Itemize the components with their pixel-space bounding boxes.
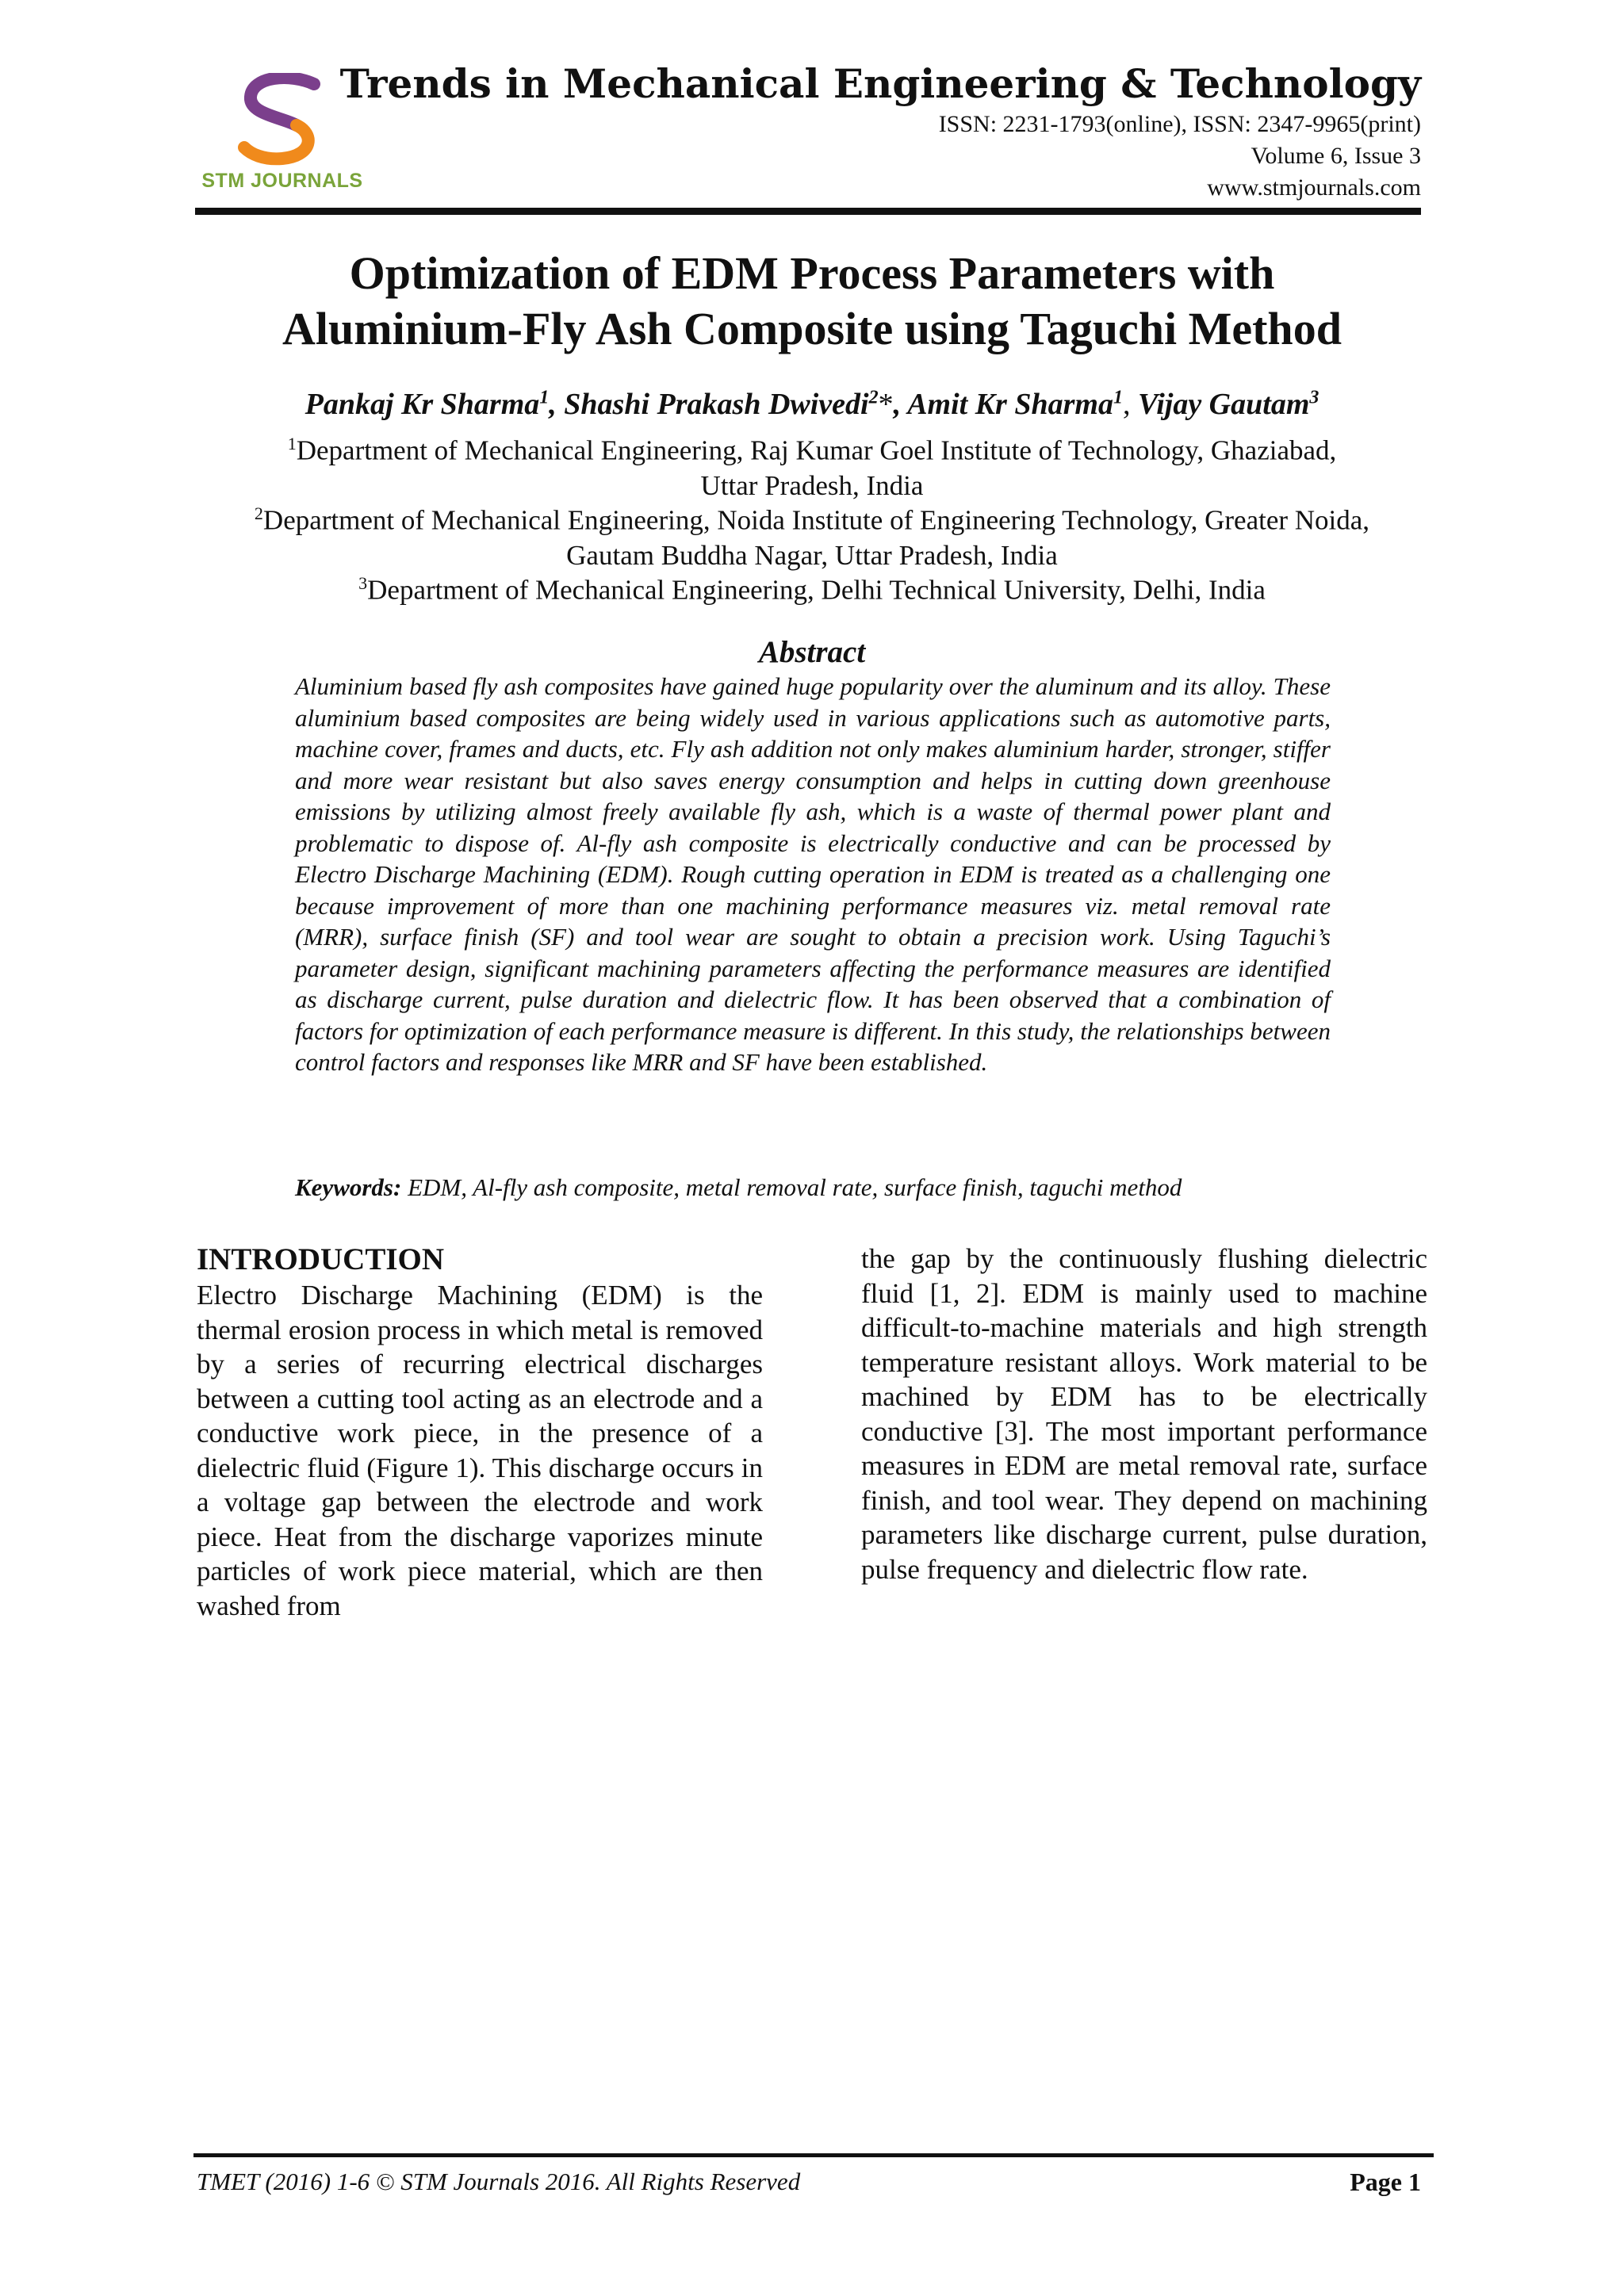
affiliation-2 bbox=[159, 496, 1465, 573]
affiliation-sup: 3 bbox=[358, 573, 368, 593]
keywords bbox=[295, 1173, 1331, 1202]
journal-title: Trends in Mechanical Engineering & Technology bbox=[339, 60, 1421, 107]
issn: ISSN: 2231-1793(online), ISSN: 2347-9965(print) bbox=[938, 111, 1421, 137]
footer-citation: TMET (2016) 1-6 © STM Journals 2016. All Rights Reserved bbox=[197, 2168, 801, 2195]
introduction-left-column: Electro Discharge Machining (EDM) is the thermal erosion process in which metal is removed by a series of recurring electrical discharges between a cutting tool acting as an electrode and a conductive work piece, in the presence of a dielectric fluid (Figure 1). This discharge occurs in a voltage gap between the electrode and work piece. Heat from the discharge vaporizes minute particles of work piece material, which are then washed from bbox=[197, 1280, 763, 1621]
introduction-heading: INTRODUCTION bbox=[197, 1242, 445, 1276]
keywords-label: Keywords: bbox=[295, 1173, 402, 1201]
logo-text: STM JOURNALS bbox=[201, 170, 363, 192]
affiliation-line: Department of Mechanical Engineering, Noida Institute of Engineering Technology, Greater Noida, bbox=[262, 504, 1370, 536]
header-rule bbox=[195, 208, 1421, 215]
author-name: Amit Kr Sharma bbox=[907, 388, 1113, 421]
author-affil-sup: 1 bbox=[1113, 387, 1123, 408]
paper-title-line-2: Aluminium-Fly Ash Composite using Taguchi Method bbox=[282, 303, 1342, 354]
author-affil-sup: 3 bbox=[1309, 387, 1320, 408]
paper-title-line-1: Optimization of EDM Process Parameters with bbox=[349, 247, 1275, 299]
affiliation-1 bbox=[159, 427, 1465, 503]
corresponding-mark: * bbox=[878, 388, 894, 421]
author-affil-sup: 2 bbox=[868, 387, 879, 408]
affiliation-line: Gautam Buddha Nagar, Uttar Pradesh, India bbox=[566, 539, 1058, 571]
abstract-heading: Abstract bbox=[758, 635, 866, 669]
volume-issue: Volume 6, Issue 3 bbox=[1251, 143, 1421, 169]
author-name: Shashi Prakash Dwivedi bbox=[564, 388, 869, 421]
affiliation-line: Uttar Pradesh, India bbox=[700, 469, 924, 501]
author-name: Vijay Gautam bbox=[1137, 388, 1310, 421]
affiliation-sup: 1 bbox=[287, 434, 297, 453]
affiliation-line: Department of Mechanical Engineering, Delhi Technical University, Delhi, India bbox=[367, 574, 1266, 606]
affiliation-3 bbox=[159, 566, 1465, 608]
footer-rule bbox=[193, 2153, 1434, 2157]
affiliation-line: Department of Mechanical Engineering, Raj Kumar Goel Institute of Technology, Ghaziabad, bbox=[296, 434, 1337, 466]
journal-website: www.stmjournals.com bbox=[1207, 174, 1421, 201]
abstract-text: Aluminium based fly ash composites have gained huge popularity over the aluminum and its alloy. These aluminium based composites are being widely used in various applications such as automotive parts, machine cover, frames and ducts, etc. Fly ash addition not only makes aluminium harder, stronger, stiffer and more wear resistant but also saves energy consumption and helps in cutting down greenhouse emissions by utilizing almost freely available fly ash, which is a waste of thermal power plant and problematic to dispose of. Al-fly ash composite is electrically conductive and can be processed by Electro Discharge Machining (EDM). Rough cutting operation in EDM is treated as a challenging one because improvement of more than one machining performance measures viz. metal removal rate (MRR), surface finish (SF) and tool wear are sought to obtain a precision work. Using Taguchi’s parameter design, significant machining parameters affecting the performance measures are identified as discharge current, pulse duration and dielectric flow. It has been observed that a combination of factors for optimization of each performance measure is different. In this study, the relationships between control factors and responses like MRR and SF have been established. bbox=[295, 672, 1331, 1076]
author-name: Pankaj Kr Sharma bbox=[304, 388, 540, 421]
author-affil-sup: 1 bbox=[539, 387, 550, 408]
author-list: Pankaj Kr Sharma$^1$, Shashi Prakash Dwivedi$^2$*, Amit Kr Sharma$^1$, Vijay Gautam$^3$ bbox=[304, 387, 1320, 421]
page-number: Page 1 bbox=[1350, 2168, 1421, 2196]
keywords-list: EDM, Al-fly ash composite, metal removal rate, surface finish, taguchi method bbox=[408, 1173, 1182, 1201]
affiliation-sup: 2 bbox=[254, 503, 263, 523]
introduction-right-column: the gap by the continuously flushing dielectric fluid [1, 2]. EDM is mainly used to machine difficult-to-machine materials and high strength temperature resistant alloys. Work material to be machined by EDM has to be electrically conductive [3]. The most important performance measures in EDM are metal removal rate, surface finish, and tool wear. They depend on machining parameters like discharge current, pulse duration, pulse frequency and dielectric flow rate. bbox=[861, 1243, 1427, 1585]
paper-title bbox=[159, 246, 1465, 357]
